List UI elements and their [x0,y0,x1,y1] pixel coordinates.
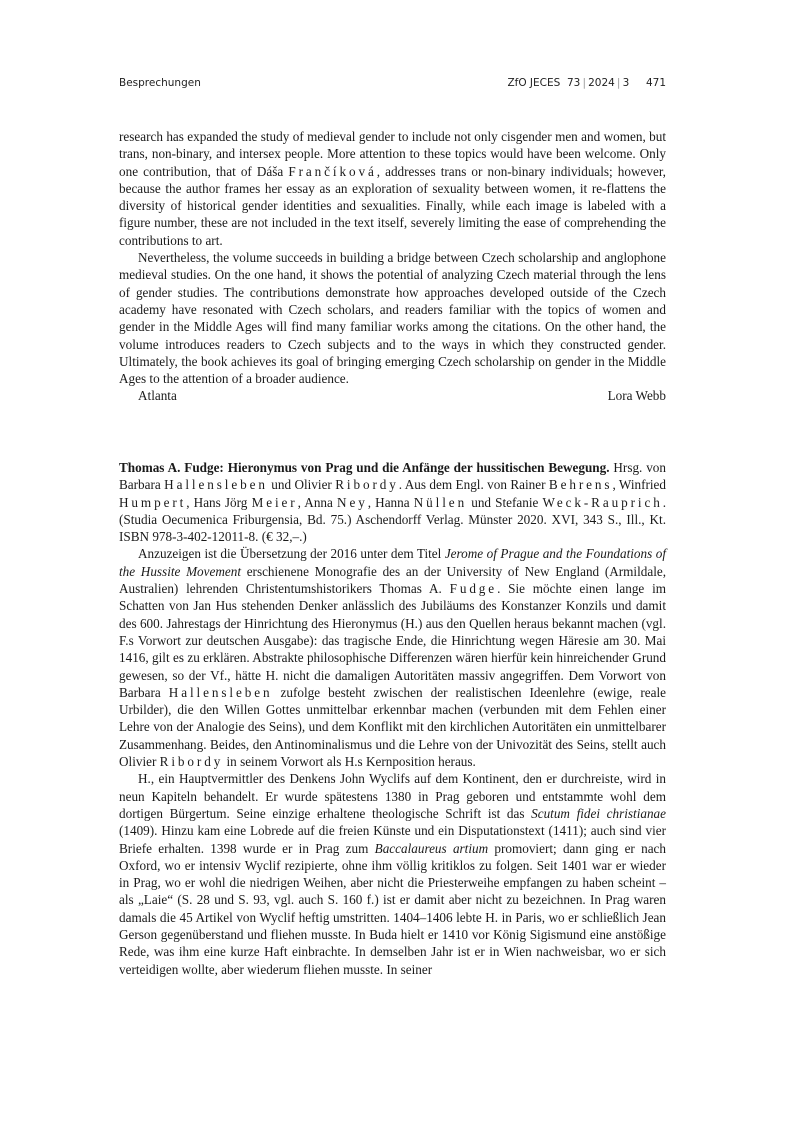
person-name: Nüllen [413,494,468,510]
running-header [119,77,666,93]
journal-year: 2024 [588,77,615,89]
text-run: zufolge besteht zwischen der realistischen Ideenlehre (ewige, reale Urbilder), die den Willen Gottes unmittelbar erkennbar machen (verbunden mit dem Fehlen einer Lehre von der Analogie des Seins), und dem Konflikt mit den kirchlichen Autoritäten ein unmittelbarer Zusammenhang. Beides, den Antinominalismus und die Lehre von der Univozität des Seins, stellt auch Olivier [119,684,666,770]
section-title: Besprechungen [119,77,201,89]
bibliographic-entry [119,459,666,545]
degree-title: Baccalaureus artium [374,840,489,856]
text-run: , Hanna [367,494,414,510]
paragraph: Nevertheless, the volume succeeds in building a bridge between Czech scholarship and anglophone medieval studies. On the one hand, it shows the potential of analyzing Czech material through the lens of gender studies. The contributions demonstrate how approaches developed outside of the Czech academy have resonated with Czech scholars, and readers familiar with the topics of women and gender in the Middle Ages will find many familiar works among the citations. On the other hand, the volume introduces readers to Czech subjects and to the ways in which they constructed gender. Ultimately, the book achieves its goal of bringing emerging Czech scholarship on gender in the Middle Ages to the attention of a broader audience. [119,250,666,387]
paragraph [119,770,666,978]
person-name: Ribordy [159,754,224,770]
review-conclusion [119,128,666,405]
journal-citation [507,77,666,89]
text-run: . (Studia Oecumenica Friburgensia, Bd. 75.) Aschendorff Verlag. Münster 2020. XVI, 343 S., Ill., Kt. ISBN 978-3-402-12011-8. (€ 32,–.) [119,494,667,545]
person-name: Ribordy [335,477,399,493]
text-run: , Anna [297,494,338,510]
text-run: (1409). Hinzu kam eine Lobrede auf die freien Künste und ein Disputationstext (1411); auch sind vier Briefe erhalten. 1398 wurde er in Prag zum [119,823,666,856]
person-name: Behrens [548,477,613,493]
person-name: Hallensleben [164,477,268,493]
text-run: . Sie möchte einen lange im Schatten von Jan Hus stehenden Denker anlässlich des Jubiläums des Konstanzer Konzils und damit des 600. Jahrestags der Hinrichtung des Hieronymus (H.) aus den Quellen heraus bekannt machen (vgl. F.s Vorwort zur deutschen Ausgabe): das tragische Ende, die Hinrichtung wegen Häresie am 30. Mai 1416, gilt es zu erklären. Abstrakte philosophische Differenzen wären hierfür kein hinreichender Grund gewesen, so der Vf., hätte H. nicht die damaligen Autoritäten massiv angegriffen. Dem Vorwort von Barbara [119,581,666,700]
person-name: Humpert [119,494,187,510]
text-run: und Stefanie [467,494,543,510]
text-run: , Winfried [612,477,667,493]
review-signature [119,387,666,404]
text-run: H., ein Hauptvermittler des Denkens John Wyclifs auf dem Kontinent, den er durchreiste, wird in neun Kapiteln behandelt. Er wurde spätestens 1380 in Prag geboren und entstammte wohl dem dortigen Bürgertum. Seine einzige erhaltene theologische Schrift ist das [119,771,666,821]
page-number: 471 [645,77,666,89]
person-name: Hallensleben [168,684,273,700]
work-title: Scutum fidei christianae [531,805,666,821]
person-name: Fudge [449,581,498,597]
reviewer-place: Atlanta [138,388,177,404]
person-name: Weck-Rauprich [542,494,663,510]
book-title: Thomas A. Fudge: Hieronymus von Prag und die Anfänge der hussitischen Bewegung. [119,460,610,475]
text-run: in seinem Vorwort als H.s Kernposition heraus. [223,754,476,770]
text-run: Anzuzeigen ist die Übersetzung der 2016 unter dem Titel [138,546,445,562]
text-run: Hrsg. von Barbara [119,460,666,493]
person-name: Ney [337,494,368,510]
text-run: erschienene Monografie des an der University of New England (Armildale, Australien) lehrenden Christentumshistorikers Thomas A. [119,563,667,597]
author-name: Frančíková [288,163,377,179]
text-run: | [614,77,623,89]
reviewer-name: Lora Webb [607,388,666,404]
text-run: promoviert; dann ging er nach Oxford, wo er intensiv Wyclif rezipierte, ohne ihm völlig kritiklos zu folgen. Seit 1401 war er wieder in Prag, wo er wohl die niedrigen Weihen, aber nicht die Priesterweihe empfangen zu haben scheint – als „Laie“ (S. 28 und S. 93, vgl. auch S. 160 f.) ist er damit aber nicht zu bezeichnen. In Prag waren damals die 45 Artikel von Wyclif heftig umstritten. 1404–1406 lebte H. in Paris, wo er schließlich Jean Gerson gegenüberstand und fliehen musste. In Buda hielt er 1410 vor König Sigismund eine anstößige Rede, was ihm eine kurze Haft einbrachte. In demselben Jahr ist er in Wien nachweisbar, wo er sich verteidigen wollte, aber wiederum fliehen musste. In seiner [119,840,666,977]
text-run: und Olivier [267,477,336,493]
person-name: Meier [251,494,298,510]
paragraph [119,545,666,770]
journal-volume: 73 [566,77,581,89]
journal-name: ZfO JECES [507,77,561,89]
journal-issue: 3 [622,77,630,89]
paragraph: research has expanded the study of medieval gender to include not only cisgender men and women, but trans, non-binary, and intersex people. More attention to these topics would have been welcome. Only one contribution, that of Dáša Frančíková, addresses trans or non-binary individuals; however, because the author frames her essay as an exploration of sexuality between women, it re-flattens the diversity of historical gender identities and sexualities. Finally, while each image is labeled with a figure number, these are not included in the text itself, severely limiting the ease of comprehending the contributions to art. [119,129,666,248]
text-run: . Aus dem Engl. von Rainer [398,477,549,493]
text-run: | [580,77,589,89]
text-run: , Hans Jörg [186,494,252,510]
review-entry [119,459,666,978]
work-title: Jerome of Prague and the Foundations of the Hussite Movement [119,546,666,579]
